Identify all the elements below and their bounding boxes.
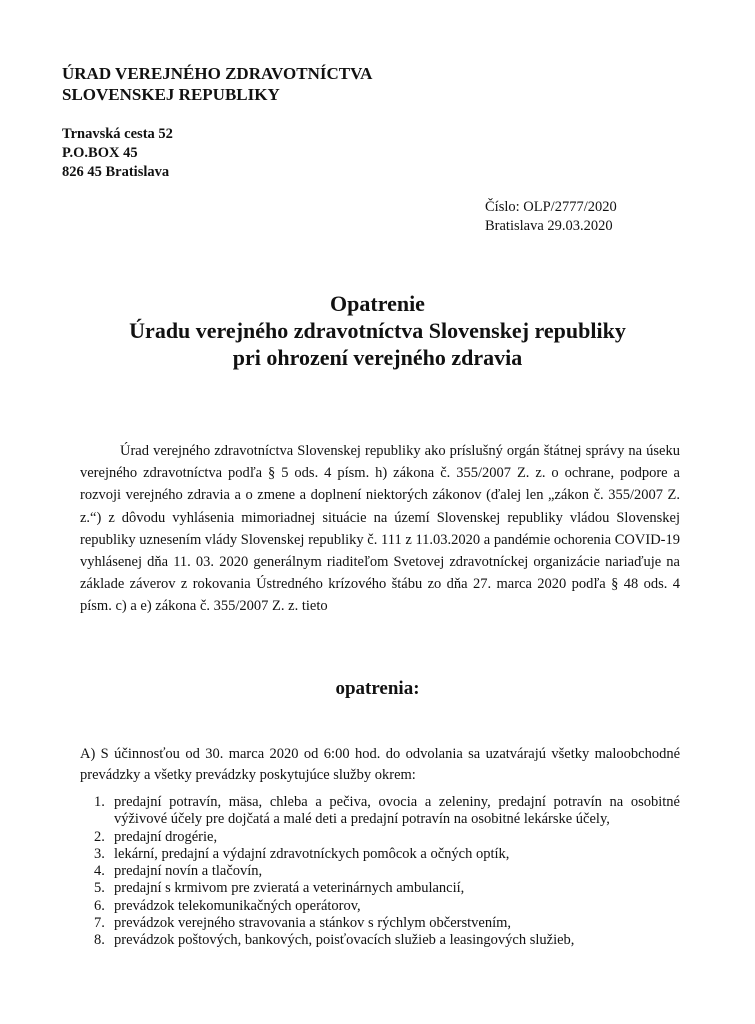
list-item xyxy=(80,880,680,897)
list-item-text: predajní potravín, mäsa, chleba a pečiva, ovocia a zeleniny, predajní potravín na osobitné výživové účely pre dojčatá a malé deti a predajní potravín na osobitné lekárske účely, xyxy=(114,794,680,828)
list-item-number: 6. xyxy=(94,897,105,914)
list-item-text: prevádzok verejného stravovania a stánkov s rýchlym občerstvením, xyxy=(114,915,512,932)
list-item xyxy=(80,794,680,829)
list-item-text: prevádzok poštových, bankových, poisťovacích služieb a leasingových služieb, xyxy=(114,932,575,949)
title-line2: Úradu verejného zdravotníctva Slovenskej republiky xyxy=(129,318,626,343)
list-item xyxy=(80,932,680,949)
document-reference xyxy=(485,198,617,236)
list-item-number: 3. xyxy=(94,845,105,862)
list-item xyxy=(80,898,680,915)
preamble-text: Úrad verejného zdravotníctva Slovenskej republiky ako príslušný orgán štátnej správy na úseku verejného zdravotníctva podľa § 5 ods. 4 písm. h) zákona č. 355/2007 Z. z. o ochrane, podpore a rozvoji verejného zdravia a o zmene a doplnení niektorých zákonov (ďalej len „zákon č. 355/2007 Z. z.“) z dôvodu vyhlásenia mimoriadnej situácie na území Slovenskej republiky vládou Slovenskej republiky uznesením vlády Slovenskej republiky č. 111 z 11.03.2020 a pandémie ochorenia COVID-19 vyhlásenej dňa 11. 03. 2020 generálnym riaditeľom Svetovej zdravotníckej organizácie nariaďuje na základe záverov z rokovania Ústredného krízového štábu zo dňa 27. marca 2020 podľa § 48 ods. 4 písm. c) a e) zákona č. 355/2007 Z. z. tieto xyxy=(80,443,680,615)
address-city: 826 45 Bratislava xyxy=(62,164,170,180)
list-item xyxy=(80,915,680,932)
authority-name-line2: SLOVENSKEJ REPUBLIKY xyxy=(62,85,280,104)
list-item-text: predajní drogérie, xyxy=(114,828,218,845)
document-number: Číslo: OLP/2777/2020 xyxy=(485,199,617,215)
document-place-date: Bratislava 29.03.2020 xyxy=(485,218,613,234)
document-title xyxy=(0,290,755,371)
list-item xyxy=(80,829,680,846)
list-item-number: 1. xyxy=(94,794,105,810)
list-item-number: 8. xyxy=(94,932,105,949)
list-item-number: 2. xyxy=(94,828,105,845)
title-line3: pri ohrození verejného zdravia xyxy=(232,345,523,370)
issuing-authority xyxy=(62,63,372,105)
preamble-paragraph xyxy=(80,440,680,618)
exceptions-list xyxy=(80,794,680,950)
authority-address xyxy=(62,125,173,182)
list-item-text: predajní novín a tlačovín, xyxy=(114,863,263,880)
list-item-number: 4. xyxy=(94,863,105,880)
measures-heading: opatrenia: xyxy=(335,678,420,699)
list-item-number: 7. xyxy=(94,915,105,932)
list-item xyxy=(80,846,680,863)
title-line1: Opatrenie xyxy=(330,291,425,316)
list-item xyxy=(80,863,680,880)
authority-name-line1: ÚRAD VEREJNÉHO ZDRAVOTNÍCTVA xyxy=(62,64,373,83)
list-item-text: prevádzok telekomunikačných operátorov, xyxy=(114,897,361,914)
list-item-text: lekární, predajní a výdajní zdravotníckych pomôcok a očných optík, xyxy=(114,845,510,862)
section-a-intro: A) S účinnosťou od 30. marca 2020 od 6:00 hod. do odvolania sa uzatvárajú všetky maloobchodné prevádzky a všetky prevádzky poskytujúce služby okrem: xyxy=(80,746,680,783)
address-pobox: P.O.BOX 45 xyxy=(62,145,138,161)
list-item-number: 5. xyxy=(94,880,105,897)
list-item-text: predajní s krmivom pre zvieratá a veterinárnych ambulancií, xyxy=(114,880,465,897)
address-street: Trnavská cesta 52 xyxy=(62,126,173,142)
